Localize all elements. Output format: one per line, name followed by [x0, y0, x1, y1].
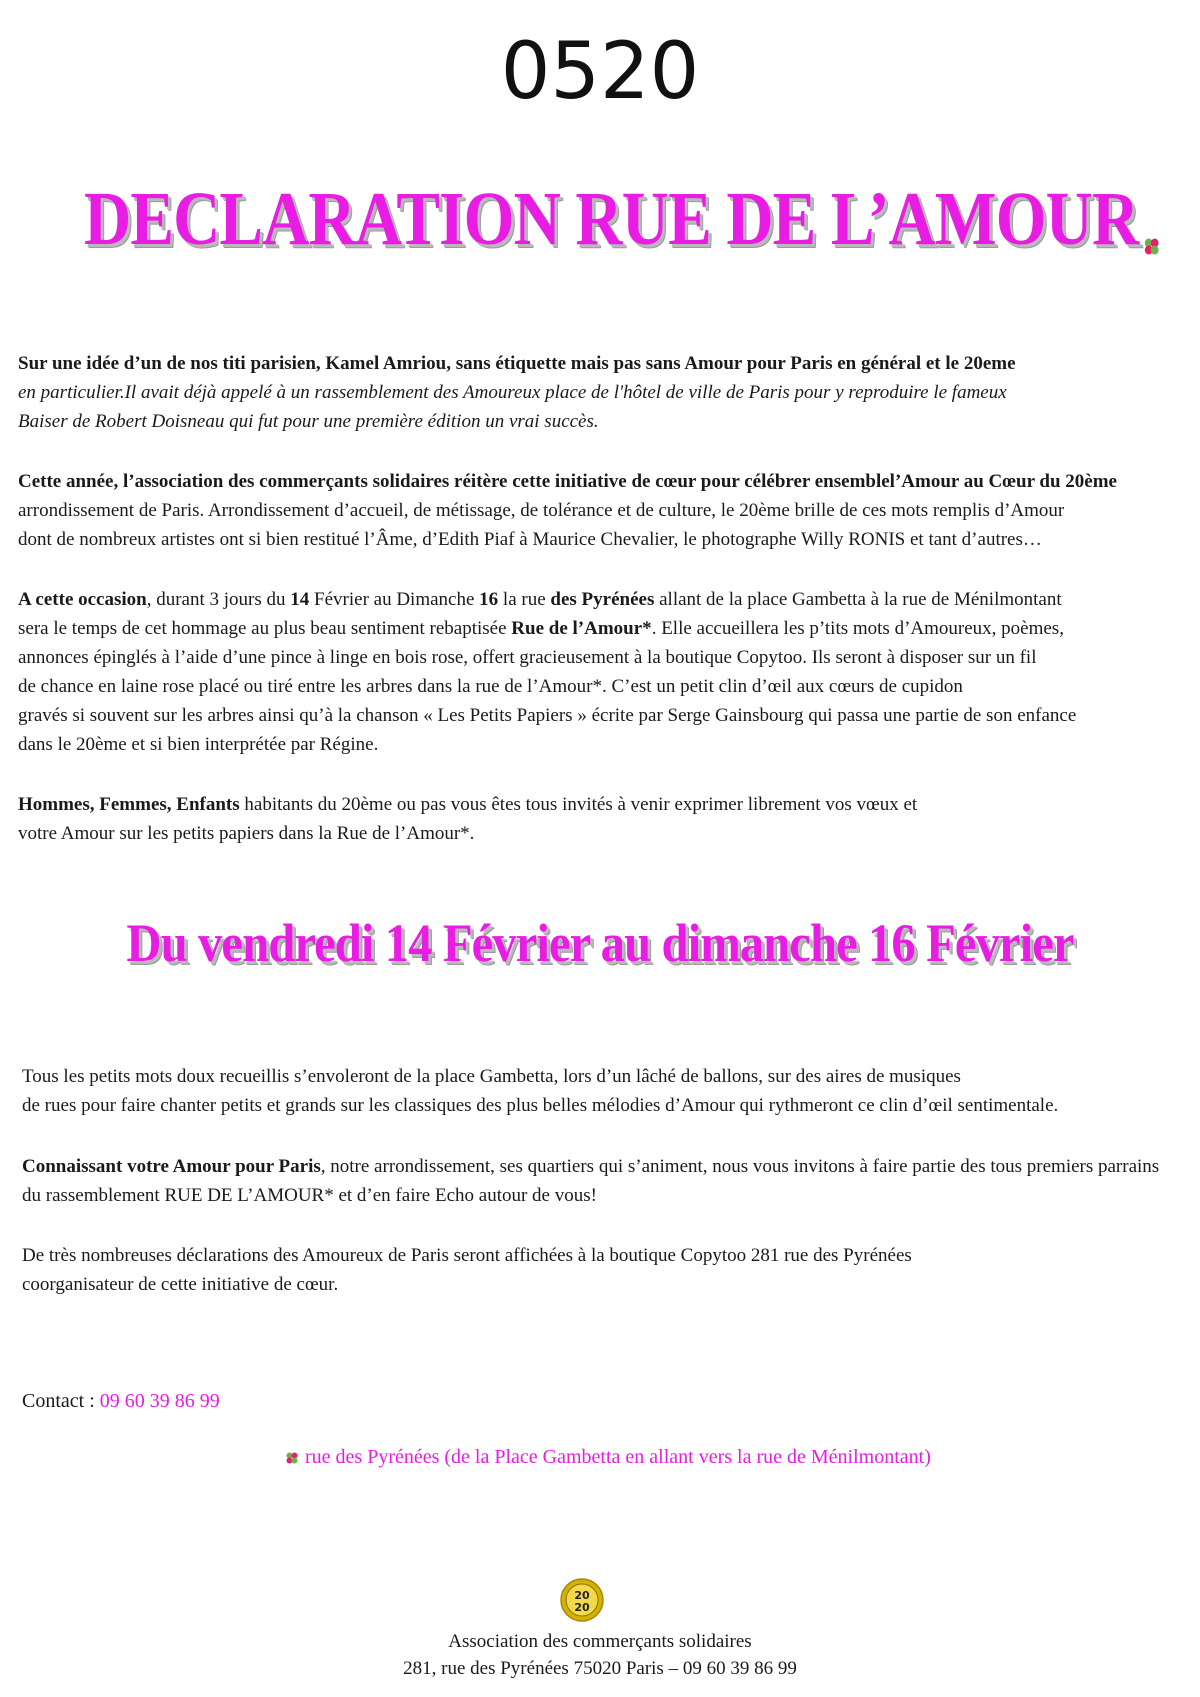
invitation-text: habitants du 20ème ou pas vous êtes tous invités à venir exprimer librement vos vœux et [239, 794, 918, 815]
intro-paragraph [18, 349, 1188, 436]
declarations-paragraph [22, 1241, 1192, 1299]
event-line-2 [18, 614, 1188, 643]
event-text: la rue [498, 589, 551, 610]
contact-line [22, 1390, 220, 1413]
sponsors-text: , notre arrondissement, ses quartiers qui s’animent, nous vous invitons à faire partie des tous premiers parrains [320, 1156, 1160, 1177]
event-text: Février au Dimanche [309, 589, 480, 610]
invitation-line-1 [18, 790, 1188, 819]
intro-line-1: Sur une idée d’un de nos titi parisien, Kamel Amriou, sans étiquette mais pas sans Amour pour Paris en général et le 20eme [18, 353, 1016, 374]
contact-phone[interactable]: 09 60 39 86 99 [99, 1390, 220, 1412]
event-text: sera le temps de cet hommage au plus beau sentiment rebaptisée [18, 618, 512, 639]
association-line-3: dont de nombreux artistes ont si bien restitué l’Âme, d’Edith Piaf à Maurice Chevalier, le photographe Willy RONIS et tant d’autres… [18, 529, 1042, 550]
sponsors-line-2: du rassemblement RUE DE L’AMOUR* et d’en faire Echo autour de vous! [22, 1185, 597, 1206]
event-day-start: 14 [290, 589, 310, 610]
event-paragraph [18, 585, 1188, 759]
clover-icon [285, 1451, 299, 1465]
balloons-line-2: de rues pour faire chanter petits et grands sur les classiques des plus belles mélodies d’Amour qui rythmeront ce clin d’œil sentimentale. [22, 1095, 1059, 1116]
footer-association: Association des commerçants solidaires [448, 1631, 752, 1652]
invitation-paragraph [18, 790, 1188, 848]
association-line-1: Cette année, l’association des commerçants solidaires réitère cette initiative de cœur pour célébrer ensemblel’Amour au Cœur du 20ème [18, 471, 1117, 492]
date-headline: Du vendredi 14 Février au dimanche 16 Février [126, 913, 1074, 973]
event-occasion-text: A cette occasion [18, 589, 147, 610]
seal-text-top: 20 [574, 1589, 590, 1602]
intro-line-2: en particulier.Il avait déjà appelé à un rassemblement des Amoureux place de l'hôtel de ville de Paris pour y reproduire le fameux [18, 382, 1007, 403]
event-line-5: gravés si souvent sur les arbres ainsi qu’à la chanson « Les Petits Papiers » écrite par Serge Gainsbourg qui passa une partie de son enfance [18, 705, 1077, 726]
street-note-text: rue des Pyrénées (de la Place Gambetta en allant vers la rue de Ménilmontant) [305, 1446, 931, 1468]
event-text: . Elle accueillera les p’tits mots d’Amoureux, poèmes, [651, 618, 1064, 639]
invitation-audience: Hommes, Femmes, Enfants [18, 794, 240, 815]
page-title [84, 176, 1139, 277]
balloons-paragraph [22, 1062, 1192, 1120]
event-text: , durant 3 jours du [146, 589, 291, 610]
event-line-3: annonces épinglés à l’aide d’une pince à linge en bois rose, offert gracieusement à la boutique Copytoo. Ils seront à disposer sur un fil [18, 647, 1037, 668]
logo-0520-icon [495, 30, 705, 110]
association-paragraph [18, 467, 1188, 554]
seal-text-bottom: 20 [574, 1601, 590, 1614]
association-line-2: arrondissement de Paris. Arrondissement d’accueil, de métissage, de tolérance et de culture, le 20ème brille de ces mots remplis d’Amour [18, 500, 1065, 521]
event-text: allant de la place Gambetta à la rue de Ménilmontant [654, 589, 1062, 610]
clover-icon [1142, 190, 1161, 277]
sponsors-lead: Connaissant votre Amour pour Paris [22, 1156, 321, 1177]
page-title-text: DECLARATION RUE DE L’AMOUR [84, 177, 1139, 261]
invitation-line-2: votre Amour sur les petits papiers dans la Rue de l’Amour*. [18, 823, 475, 844]
logo-text: 0520 [500, 30, 700, 110]
header-logo [0, 30, 1200, 115]
declarations-line-1: De très nombreuses déclarations des Amoureux de Paris seront affichées à la boutique Copytoo 281 rue des Pyrénées [22, 1245, 912, 1266]
sponsors-paragraph [22, 1152, 1192, 1210]
seal-logo [560, 1578, 604, 1627]
sponsors-line-1 [22, 1152, 1192, 1181]
intro-line-3: Baiser de Robert Doisneau qui fut pour une première édition un vrai succès. [18, 411, 599, 432]
event-line-6: dans le 20ème et si bien interprétée par Régine. [18, 734, 379, 755]
event-line-1 [18, 585, 1188, 614]
event-rename: Rue de l’Amour* [511, 618, 652, 639]
street-note [285, 1446, 931, 1469]
contact-label: Contact : [22, 1390, 100, 1412]
event-day-end: 16 [479, 589, 499, 610]
declarations-line-2: coorganisateur de cette initiative de cœur. [22, 1274, 339, 1295]
footer-address: 281, rue des Pyrénées 75020 Paris – 09 60 39 86 99 [403, 1658, 797, 1679]
balloons-line-1: Tous les petits mots doux recueillis s’envoleront de la place Gambetta, lors d’un lâché de ballons, sur des aires de musiques [22, 1066, 961, 1087]
event-street: des Pyrénées [550, 589, 655, 610]
event-line-4: de chance en laine rose placé ou tiré entre les arbres dans la rue de l’Amour*. C’est un petit clin d’œil aux cœurs de cupidon [18, 676, 963, 697]
